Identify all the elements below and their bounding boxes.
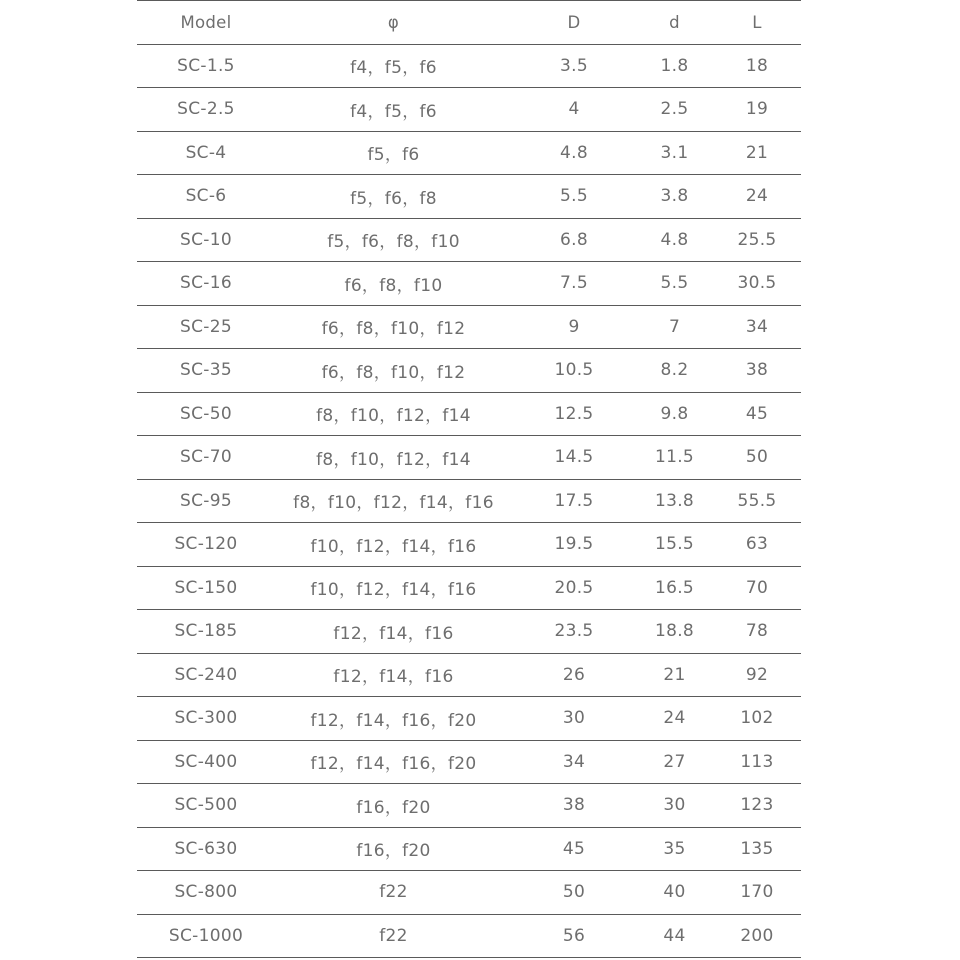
cell-model: SC-1000	[137, 914, 275, 958]
table-row	[137, 827, 801, 871]
cell-outer-diameter: 7.5	[512, 262, 636, 306]
table-body	[137, 44, 801, 958]
cell-phi: f4，f5，f6	[275, 88, 512, 132]
cell-outer-diameter: 20.5	[512, 566, 636, 610]
cell-inner-diameter: 7	[636, 305, 713, 349]
cell-length: 70	[713, 566, 801, 610]
cell-length: 63	[713, 523, 801, 567]
cell-outer-diameter: 9	[512, 305, 636, 349]
table-row	[137, 523, 801, 567]
cell-phi: f5，f6，f8	[275, 175, 512, 219]
cell-model: SC-150	[137, 566, 275, 610]
cell-outer-diameter: 34	[512, 740, 636, 784]
table-row	[137, 218, 801, 262]
cell-inner-diameter: 3.1	[636, 131, 713, 175]
cell-inner-diameter: 40	[636, 871, 713, 915]
cell-phi: f8，f10，f12，f14	[275, 436, 512, 480]
cell-length: 135	[713, 827, 801, 871]
cell-phi: f12，f14，f16	[275, 610, 512, 654]
header-length: L	[713, 1, 801, 45]
table-row	[137, 740, 801, 784]
header-model: Model	[137, 1, 275, 45]
cell-model: SC-500	[137, 784, 275, 828]
cell-outer-diameter: 19.5	[512, 523, 636, 567]
cell-inner-diameter: 35	[636, 827, 713, 871]
cell-model: SC-400	[137, 740, 275, 784]
table-row	[137, 566, 801, 610]
cell-outer-diameter: 5.5	[512, 175, 636, 219]
cell-inner-diameter: 3.8	[636, 175, 713, 219]
table-row	[137, 871, 801, 915]
cell-length: 50	[713, 436, 801, 480]
cell-outer-diameter: 4.8	[512, 131, 636, 175]
cell-outer-diameter: 56	[512, 914, 636, 958]
table-row	[137, 479, 801, 523]
cell-phi: f12，f14，f16，f20	[275, 740, 512, 784]
cell-outer-diameter: 26	[512, 653, 636, 697]
cell-phi: f6，f8，f10，f12	[275, 305, 512, 349]
cell-inner-diameter: 15.5	[636, 523, 713, 567]
cell-phi: f10，f12，f14，f16	[275, 523, 512, 567]
cell-length: 78	[713, 610, 801, 654]
cell-phi: f12，f14，f16，f20	[275, 697, 512, 741]
cell-phi: f16，f20	[275, 784, 512, 828]
cell-outer-diameter: 12.5	[512, 392, 636, 436]
cell-inner-diameter: 21	[636, 653, 713, 697]
cell-length: 18	[713, 44, 801, 88]
cell-model: SC-240	[137, 653, 275, 697]
table-row	[137, 349, 801, 393]
table-row	[137, 44, 801, 88]
cell-phi: f5，f6，f8，f10	[275, 218, 512, 262]
cell-length: 170	[713, 871, 801, 915]
cell-length: 55.5	[713, 479, 801, 523]
cell-outer-diameter: 3.5	[512, 44, 636, 88]
table-row	[137, 697, 801, 741]
cell-inner-diameter: 5.5	[636, 262, 713, 306]
table-row	[137, 262, 801, 306]
cell-length: 30.5	[713, 262, 801, 306]
cell-inner-diameter: 44	[636, 914, 713, 958]
cell-phi: f8，f10，f12，f14	[275, 392, 512, 436]
cell-outer-diameter: 4	[512, 88, 636, 132]
cell-phi: f5，f6	[275, 131, 512, 175]
cell-model: SC-50	[137, 392, 275, 436]
cell-inner-diameter: 24	[636, 697, 713, 741]
table-row	[137, 784, 801, 828]
cell-length: 24	[713, 175, 801, 219]
cell-inner-diameter: 4.8	[636, 218, 713, 262]
table-row	[137, 610, 801, 654]
cell-length: 113	[713, 740, 801, 784]
cell-model: SC-120	[137, 523, 275, 567]
cell-model: SC-35	[137, 349, 275, 393]
cell-outer-diameter: 30	[512, 697, 636, 741]
cell-phi: f16，f20	[275, 827, 512, 871]
table-row	[137, 88, 801, 132]
cell-inner-diameter: 30	[636, 784, 713, 828]
cell-phi: f4，f5，f6	[275, 44, 512, 88]
cell-length: 19	[713, 88, 801, 132]
cell-model: SC-25	[137, 305, 275, 349]
cell-outer-diameter: 10.5	[512, 349, 636, 393]
cell-length: 102	[713, 697, 801, 741]
header-inner-diameter: d	[636, 1, 713, 45]
cell-length: 92	[713, 653, 801, 697]
cell-inner-diameter: 18.8	[636, 610, 713, 654]
cell-outer-diameter: 50	[512, 871, 636, 915]
table-row	[137, 914, 801, 958]
table-row	[137, 175, 801, 219]
cell-model: SC-6	[137, 175, 275, 219]
cell-outer-diameter: 23.5	[512, 610, 636, 654]
cell-outer-diameter: 38	[512, 784, 636, 828]
header-outer-diameter: D	[512, 1, 636, 45]
cell-length: 38	[713, 349, 801, 393]
table-row	[137, 131, 801, 175]
cell-inner-diameter: 13.8	[636, 479, 713, 523]
cell-inner-diameter: 9.8	[636, 392, 713, 436]
cell-phi: f8，f10，f12，f14，f16	[275, 479, 512, 523]
cell-phi: f12，f14，f16	[275, 653, 512, 697]
spec-table	[137, 0, 801, 958]
cell-length: 200	[713, 914, 801, 958]
header-phi: φ	[275, 1, 512, 45]
cell-outer-diameter: 14.5	[512, 436, 636, 480]
cell-phi: f6，f8，f10	[275, 262, 512, 306]
cell-inner-diameter: 11.5	[636, 436, 713, 480]
cell-length: 123	[713, 784, 801, 828]
table-header	[137, 1, 801, 45]
cell-inner-diameter: 8.2	[636, 349, 713, 393]
cell-model: SC-185	[137, 610, 275, 654]
cell-length: 34	[713, 305, 801, 349]
cell-phi: f6，f8，f10，f12	[275, 349, 512, 393]
cell-outer-diameter: 45	[512, 827, 636, 871]
cell-outer-diameter: 6.8	[512, 218, 636, 262]
cell-inner-diameter: 1.8	[636, 44, 713, 88]
cell-inner-diameter: 16.5	[636, 566, 713, 610]
cell-phi: f22	[275, 871, 512, 915]
cell-model: SC-1.5	[137, 44, 275, 88]
cell-model: SC-800	[137, 871, 275, 915]
header-row	[137, 1, 801, 45]
cell-model: SC-2.5	[137, 88, 275, 132]
cell-length: 21	[713, 131, 801, 175]
cell-model: SC-16	[137, 262, 275, 306]
cell-model: SC-70	[137, 436, 275, 480]
table-row	[137, 305, 801, 349]
table-row	[137, 392, 801, 436]
cell-phi: f10，f12，f14，f16	[275, 566, 512, 610]
cell-model: SC-300	[137, 697, 275, 741]
cell-length: 45	[713, 392, 801, 436]
cell-outer-diameter: 17.5	[512, 479, 636, 523]
cell-inner-diameter: 27	[636, 740, 713, 784]
cell-phi: f22	[275, 914, 512, 958]
table-row	[137, 436, 801, 480]
table-row	[137, 653, 801, 697]
cell-model: SC-95	[137, 479, 275, 523]
cell-length: 25.5	[713, 218, 801, 262]
cell-inner-diameter: 2.5	[636, 88, 713, 132]
cell-model: SC-630	[137, 827, 275, 871]
cell-model: SC-10	[137, 218, 275, 262]
cell-model: SC-4	[137, 131, 275, 175]
